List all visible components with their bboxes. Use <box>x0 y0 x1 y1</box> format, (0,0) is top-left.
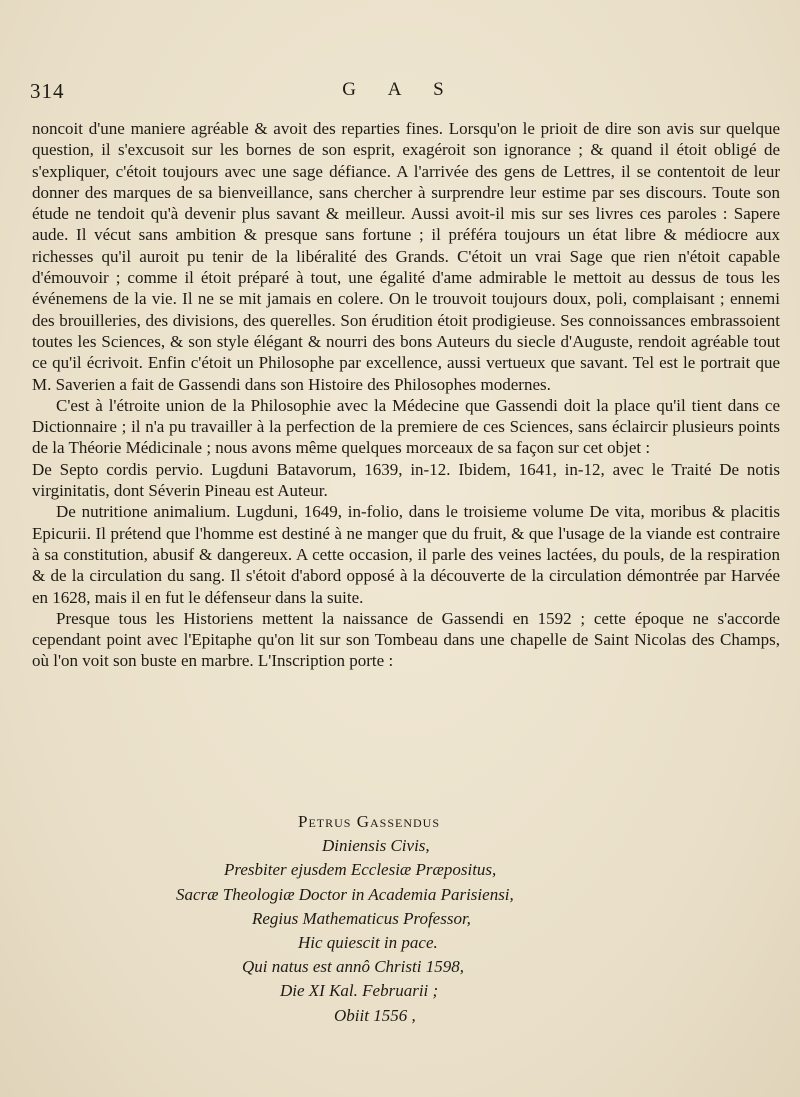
inscription-name: Petrus Gassendus <box>298 812 441 831</box>
work-entry-nutritione: De nutritione animalium. Lugduni, 1649, in-folio, dans le troisieme volume De vita, moribus & placitis Epicurii. Il prétend que l'homme est destiné à ne manger que du fruit, & que l'usage de la viande est contraire à sa constitution, abusif & dangereux. A cette occasion, il parle des veines lactées, du pouls, de la respiration & de la circulation du sang. Il s'étoit d'abord opposé à la découverte de la circulation démontrée par Harvée en 1628, mais il en fut le défenseur dans la suite. <box>32 502 780 607</box>
page-number: 314 <box>30 79 65 103</box>
paragraph-medicine: C'est à l'étroite union de la Philosophie avec la Médecine que Gassendi doit la place qu'il tient dans ce Dictionnaire ; il n'a pu travailler à la perfection de la premiere de ces Sciences, sans éclaircir plusieurs points de la Théorie Médicinale ; nous avons même quelques morceaux de sa façon sur cet objet : <box>32 395 780 458</box>
inscription-line: Obiit 1556 , <box>334 1005 416 1025</box>
paragraph-birth: Presque tous les Historiens mettent la naissance de Gassendi en 1592 ; cette époque ne s'accorde cependant point avec l'Epitaphe qu'on lit sur son Tombeau dans une chapelle de Saint Nicolas des Champs, où l'on voit son buste en marbre. L'Inscription porte : <box>32 608 780 671</box>
paragraph-portrait: noncoit d'une maniere agréable & avoit des reparties fines. Lorsqu'on le prioit de dire son avis sur quelque question, il s'excusoit sur les bornes de son esprit, exagéroit son ignorance ; & quand il étoit obligé de s'expliquer, c'étoit toujours avec une sage défiance. A l'arrivée des gens de Lettres, il se contentoit de leur donner des marques de sa bienveillance, sans chercher à surprendre leur estime par ses discours. Toute son étude ne tendoit qu'à devenir plus savant & meilleur. Aussi avoit-il mis sur ses livres ces paroles : Sapere aude. Il vécut sans ambition & presque sans fortune ; il préféra toujours un état libre & médiocre aux richesses qu'il auroit pu tenir de la libéralité des Grands. C'étoit un vrai Sage que rien n'étoit capable d'émouvoir ; comme il étoit préparé à tout, une égalité d'ame admirable le mettoit au dessus de tous les événemens de la vie. Il ne se mit jamais en colere. On le trouvoit toujours doux, poli, complaisant ; ennemi des brouilleries, des divisions, des querelles. Son érudition étoit prodigieuse. Ses connoissances embrassoient toutes les Sciences, & son style élégant & nourri des bons Auteurs du siecle d'Auguste, rendoit agréable tout ce qu'il écrivoit. Enfin c'étoit un Philosophe par excellence, aussi vertueux que savant. Tel est le portrait que M. Saverien a fait de Gassendi dans son Histoire des Philosophes modernes. <box>32 119 780 394</box>
inscription-line: Sacræ Theologiæ Doctor in Academia Parisiensi, <box>176 884 514 904</box>
inscription-line: Die XI Kal. Februarii ; <box>280 981 439 1001</box>
inscription-line: Presbiter ejusdem Ecclesiæ Præpositus, <box>224 860 497 880</box>
body-text <box>32 118 780 672</box>
inscription-line: Hic quiescit in pace. <box>298 932 438 952</box>
work-entry-septo-cordis: De Septo cordis pervio. Lugduni Batavorum, 1639, in-12. Ibidem, 1641, in-12, avec le Traité De notis virginitatis, dont Séverin Pineau est Auteur. <box>32 459 780 501</box>
inscription-line: Qui natus est annô Christi 1598, <box>242 957 464 977</box>
inscription-line: Regius Mathematicus Professor, <box>252 908 471 928</box>
running-head: G A S <box>342 79 458 100</box>
inscription-line: Diniensis Civis, <box>322 836 430 856</box>
epitaph-inscription <box>0 810 800 1028</box>
